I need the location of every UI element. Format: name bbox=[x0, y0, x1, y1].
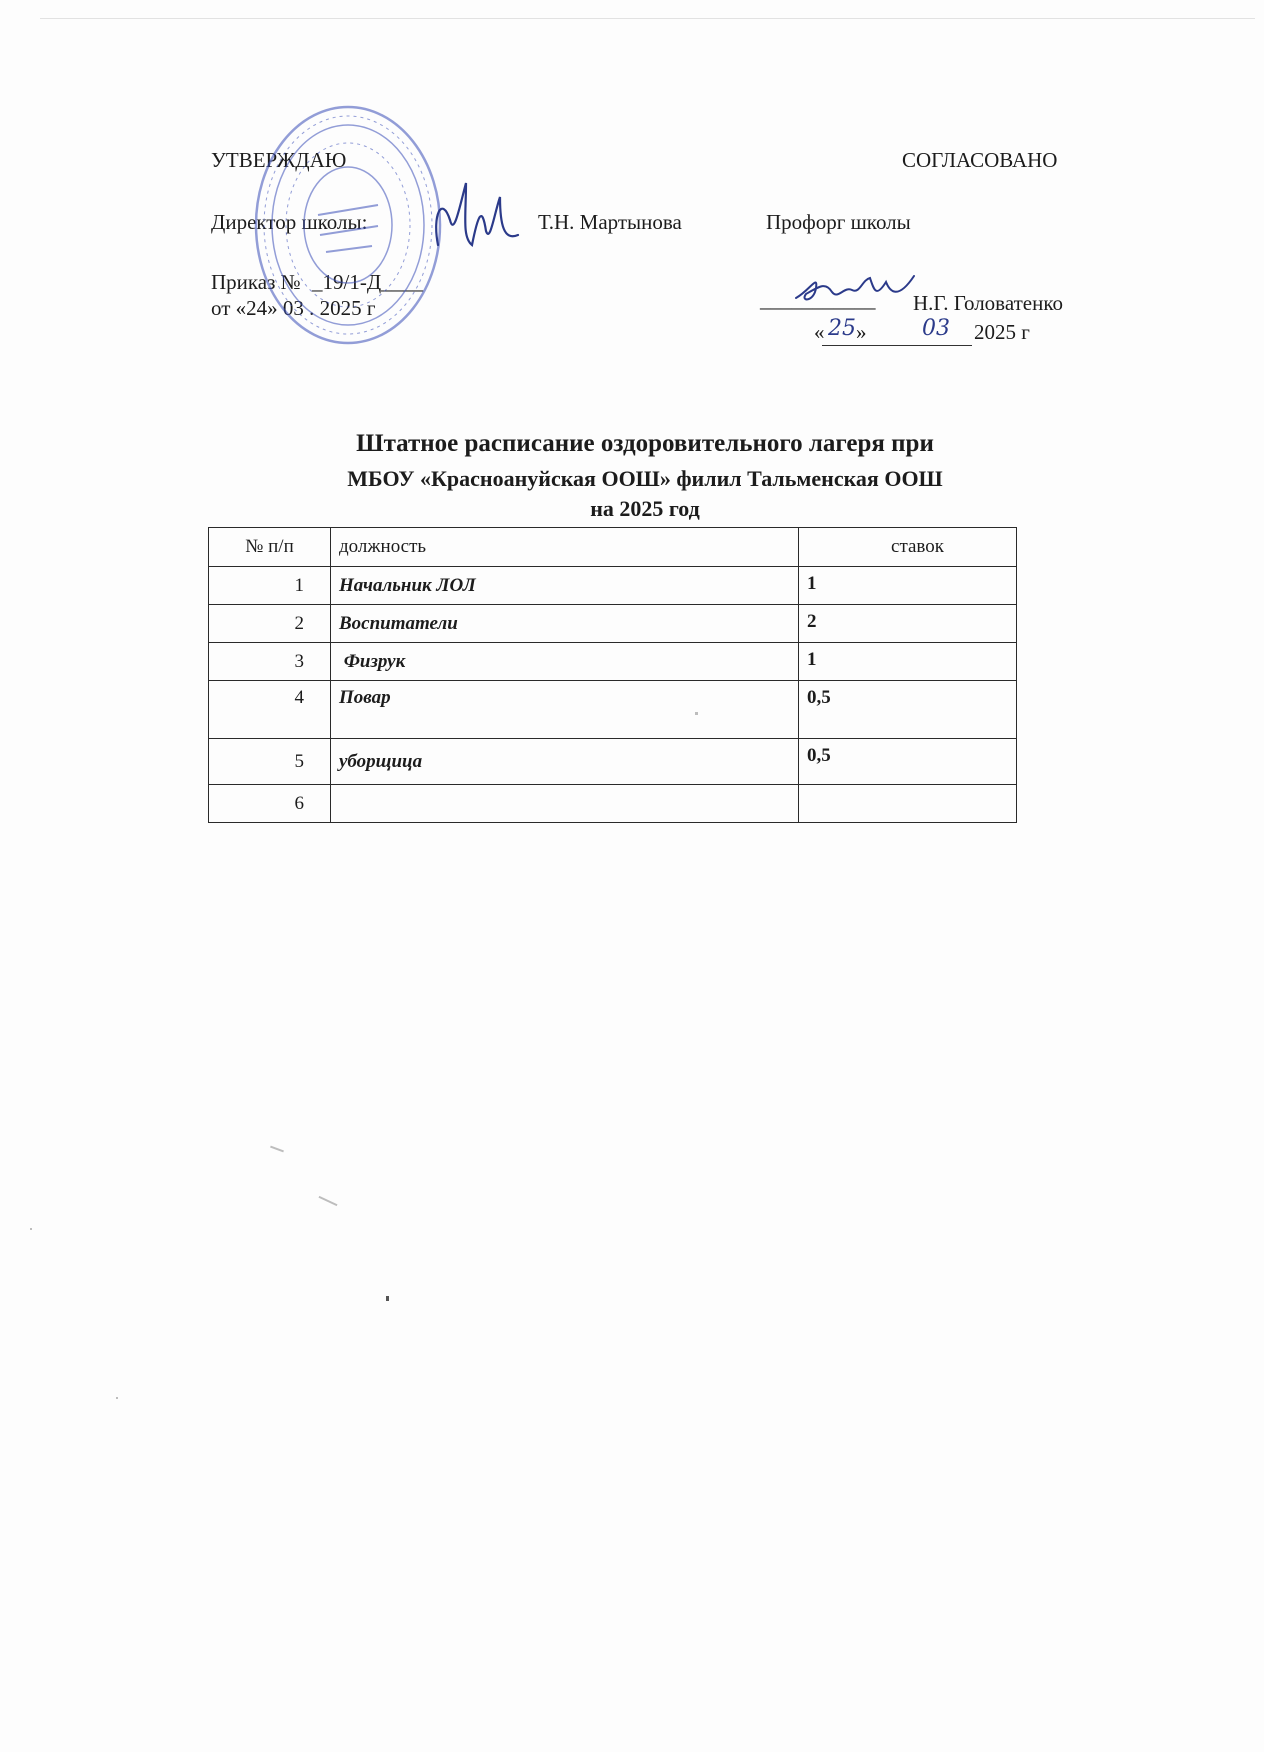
order-number: _19/1-Д____ bbox=[312, 270, 424, 294]
staff-table bbox=[208, 527, 1017, 823]
title-line-2: МБОУ «Красноануйская ООШ» филил Тальменская ООШ bbox=[347, 466, 943, 491]
order-date: от «24» 03 . 2025 г bbox=[211, 296, 376, 320]
date-year: 2025 г bbox=[974, 320, 1030, 344]
order-label: Приказ № bbox=[211, 270, 301, 294]
table-row bbox=[209, 643, 1017, 681]
row-position: Физрук bbox=[331, 643, 799, 681]
row-rate: 0,5 bbox=[799, 681, 1017, 739]
director-name: Т.Н. Мартынова bbox=[538, 210, 682, 234]
date-mid: » bbox=[856, 320, 867, 344]
table-header-row bbox=[209, 528, 1017, 567]
agree-label: СОГЛАСОВАНО bbox=[902, 148, 1058, 172]
header-number: № п/п bbox=[209, 528, 331, 567]
header-rate: ставок bbox=[799, 528, 1017, 567]
date-underline bbox=[822, 345, 972, 346]
date-month: 03 bbox=[922, 316, 950, 341]
row-rate bbox=[799, 785, 1017, 823]
director-signature-icon bbox=[420, 175, 530, 270]
row-number: 5 bbox=[209, 739, 331, 785]
row-number: 3 bbox=[209, 643, 331, 681]
director-label: Директор школы: bbox=[211, 210, 368, 234]
table-row bbox=[209, 605, 1017, 643]
union-name: Н.Г. Головатенко bbox=[913, 291, 1063, 315]
row-rate: 1 bbox=[799, 567, 1017, 605]
union-line: ___________ bbox=[760, 288, 876, 312]
row-position: Начальник ЛОЛ bbox=[331, 567, 799, 605]
header-position: должность bbox=[331, 528, 799, 567]
row-rate: 1 bbox=[799, 643, 1017, 681]
row-position: Повар bbox=[331, 681, 799, 739]
date-day: 25 bbox=[828, 316, 856, 341]
title-line-1: Штатное расписание оздоровительного лагеря при bbox=[356, 430, 934, 457]
table-row bbox=[209, 785, 1017, 823]
row-position: Воспитатели bbox=[331, 605, 799, 643]
date-open: « bbox=[814, 320, 825, 344]
row-position bbox=[331, 785, 799, 823]
row-rate: 2 bbox=[799, 605, 1017, 643]
table-row bbox=[209, 681, 1017, 739]
title-line-3: на 2025 год bbox=[590, 496, 700, 521]
row-number: 4 bbox=[209, 681, 331, 739]
row-position: уборщица bbox=[331, 739, 799, 785]
scan-edge-line bbox=[40, 18, 1255, 19]
row-number: 1 bbox=[209, 567, 331, 605]
row-number: 2 bbox=[209, 605, 331, 643]
row-number: 6 bbox=[209, 785, 331, 823]
union-label: Профорг школы bbox=[766, 210, 911, 234]
row-rate: 0,5 bbox=[799, 739, 1017, 785]
table-row bbox=[209, 567, 1017, 605]
approve-label: УТВЕРЖДАЮ bbox=[211, 148, 347, 172]
table-row bbox=[209, 739, 1017, 785]
